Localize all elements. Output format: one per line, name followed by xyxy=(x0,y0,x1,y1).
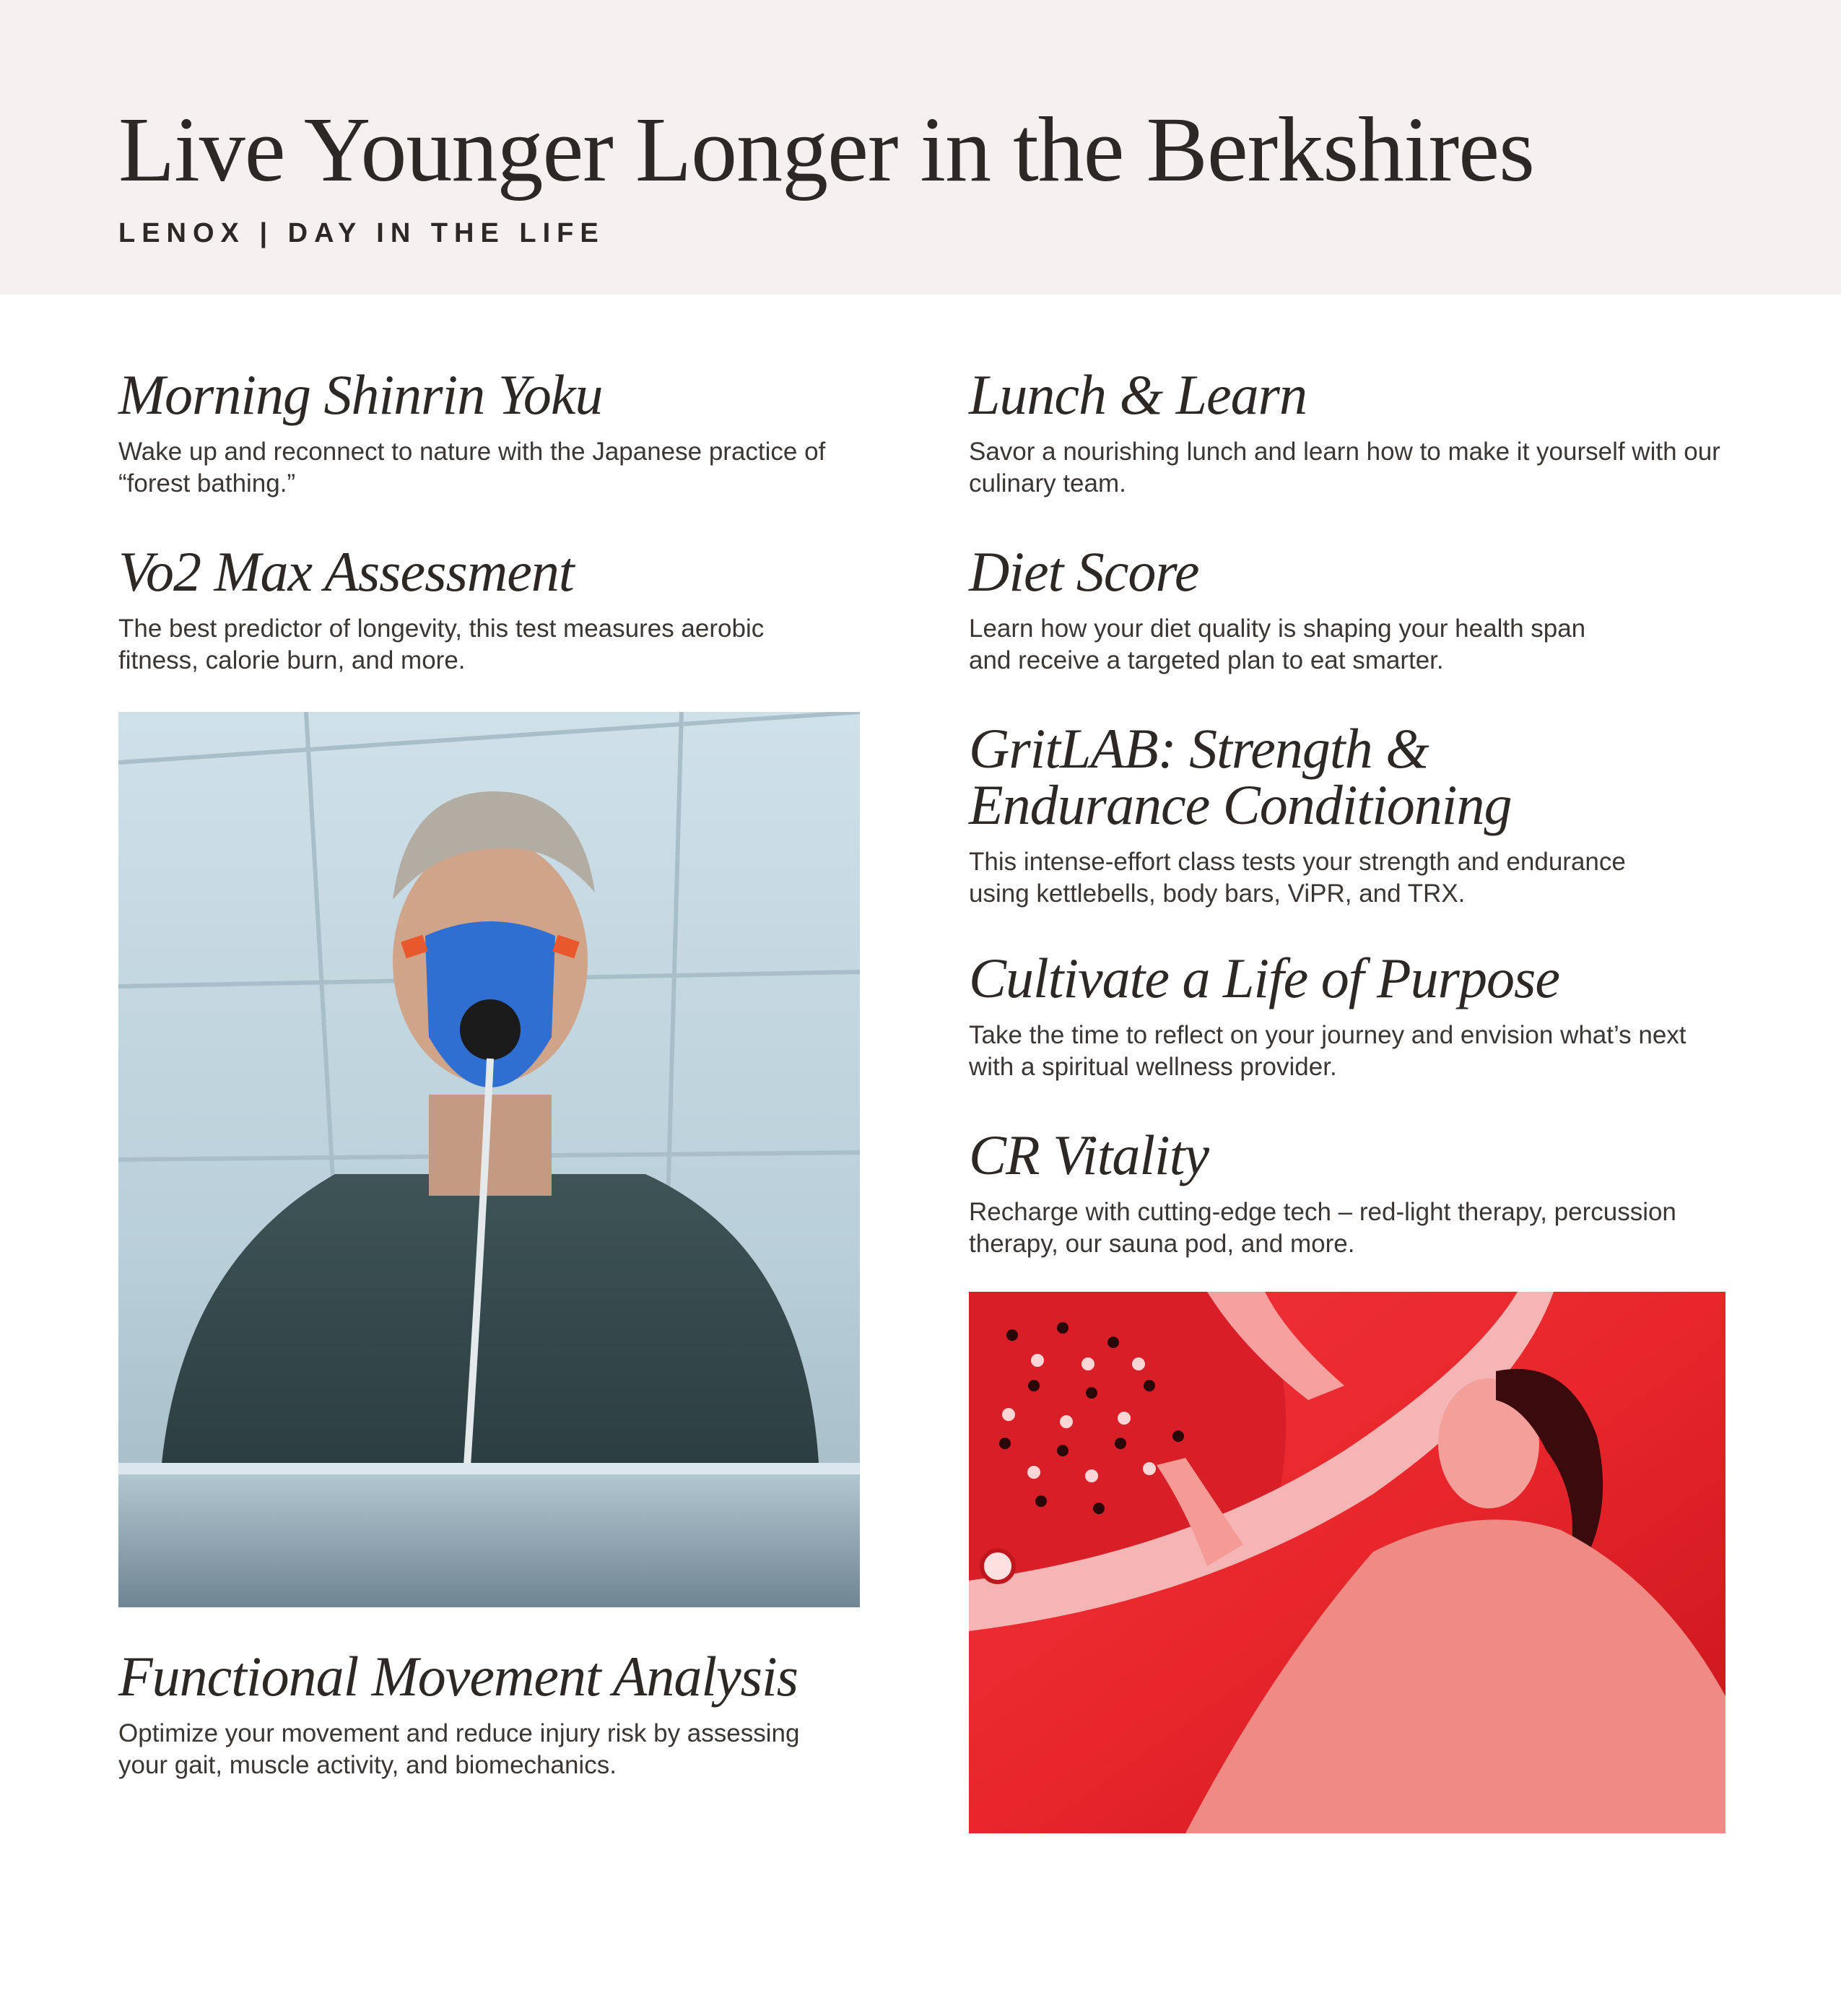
section-body: The best predictor of longevity, this test measures aerobic fitness, calorie burn, and more. xyxy=(118,614,765,674)
section-body: Recharge with cutting-edge tech – red-light therapy, percussion therapy, our sauna pod, and more. xyxy=(969,1198,1676,1258)
man-with-mask-image xyxy=(118,712,860,1607)
section-title: Morning Shinrin Yoku xyxy=(118,363,603,426)
vo2-treadmill-photo xyxy=(118,712,860,1607)
section-cr-vitality xyxy=(969,1124,1734,1260)
section-body: Wake up and reconnect to nature with the Japanese practice of “forest bathing.” xyxy=(118,438,826,498)
section-title: Functional Movement Analysis xyxy=(118,1645,798,1708)
woman-red-light-image xyxy=(969,1292,1725,1833)
red-light-therapy-photo xyxy=(969,1292,1725,1833)
section-cultivate-a-life-of-purpose xyxy=(969,947,1734,1083)
page-header xyxy=(0,0,1841,295)
section-morning-shinrin-yoku xyxy=(118,363,884,500)
section-title: Diet Score xyxy=(969,540,1199,603)
section-title: GritLAB: Strength & Endurance Conditioning xyxy=(969,717,1512,836)
section-body: Learn how your diet quality is shaping your health span and receive a targeted plan to eat smarter. xyxy=(969,614,1586,674)
section-title: CR Vitality xyxy=(969,1124,1209,1186)
section-diet-score xyxy=(969,540,1734,677)
section-vo2-max-assessment xyxy=(118,540,884,677)
section-title: Vo2 Max Assessment xyxy=(118,540,574,603)
section-functional-movement-analysis xyxy=(118,1645,884,1781)
section-lunch-and-learn xyxy=(969,363,1734,500)
section-body: Optimize your movement and reduce injury risk by assessing your gait, muscle activity, and biomechanics. xyxy=(118,1719,800,1779)
page-subtitle: LENOX | DAY IN THE LIFE xyxy=(118,218,605,248)
section-body: Savor a nourishing lunch and learn how to make it yourself with our culinary team. xyxy=(969,438,1720,498)
section-title: Lunch & Learn xyxy=(969,363,1307,426)
section-body: This intense-effort class tests your strength and endurance using kettlebells, body bars, ViPR, and TRX. xyxy=(969,848,1626,908)
page-title: Live Younger Longer in the Berkshires xyxy=(118,98,1534,201)
section-body: Take the time to reflect on your journey and envision what’s next with a spiritual wellness provider. xyxy=(969,1021,1687,1081)
section-gritlab xyxy=(969,717,1734,910)
section-title: Cultivate a Life of Purpose xyxy=(969,947,1559,1009)
